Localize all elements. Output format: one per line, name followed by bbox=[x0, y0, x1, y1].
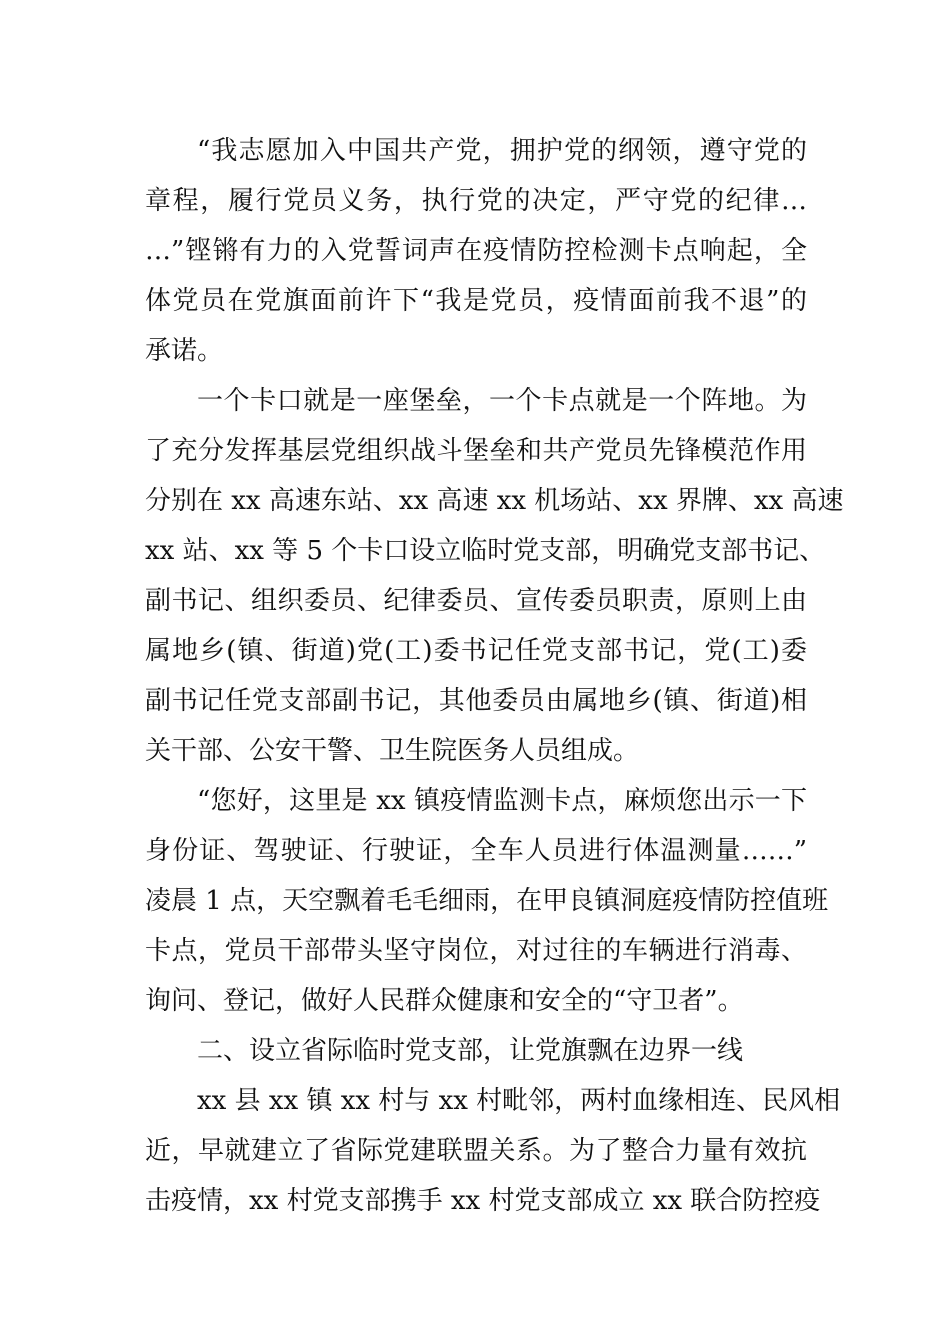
paragraph-5-line-3: 击疫情，xx 村党支部携手 xx 村党支部成立 xx 联合防控疫 bbox=[145, 1186, 821, 1216]
paragraph-2-line-5: 副书记、组织委员、纪律委员、宣传委员职责，原则上由 bbox=[145, 586, 807, 616]
paragraph-5-line-2: 近，早就建立了省际党建联盟关系。为了整合力量有效抗 bbox=[145, 1136, 807, 1166]
paragraph-1-line-3: …”铿锵有力的入党誓词声在疫情防控检测卡点响起，全 bbox=[145, 236, 807, 266]
paragraph-3-line-3: 凌晨 1 点，天空飘着毛毛细雨，在甲良镇洞庭疫情防控值班 bbox=[145, 886, 829, 916]
paragraph-2-line-4: xx 站、xx 等 5 个卡口设立临时党支部，明确党支部书记、 bbox=[145, 536, 826, 566]
paragraph-3-line-4: 卡点，党员干部带头坚守岗位，对过往的车辆进行消毒、 bbox=[145, 936, 807, 966]
paragraph-5-line-1: xx 县 xx 镇 xx 村与 xx 村毗邻，两村血缘相连、民风相 bbox=[197, 1086, 841, 1116]
paragraph-2-line-6: 属地乡(镇、街道)党(工)委书记任党支部书记，党(工)委 bbox=[145, 636, 807, 666]
paragraph-1-line-2: 章程，履行党员义务，执行党的决定，严守党的纪律… bbox=[145, 186, 807, 216]
paragraph-3-line-1: “您好，这里是 xx 镇疫情监测卡点，麻烦您出示一下 bbox=[197, 786, 807, 816]
paragraph-1-line-4: 体党员在党旗面前许下“我是党员，疫情面前我不退”的 bbox=[145, 286, 807, 316]
paragraph-3-line-2: 身份证、驾驶证、行驶证，全车人员进行体温测量……” bbox=[145, 836, 807, 866]
paragraph-2-line-1: 一个卡口就是一座堡垒，一个卡点就是一个阵地。为 bbox=[197, 386, 807, 416]
paragraph-2-line-3: 分别在 xx 高速东站、xx 高速 xx 机场站、xx 界牌、xx 高速 bbox=[145, 486, 844, 516]
paragraph-3-line-5: 询问、登记，做好人民群众健康和安全的“守卫者”。 bbox=[145, 986, 744, 1016]
paragraph-2-line-7: 副书记任党支部副书记，其他委员由属地乡(镇、街道)相 bbox=[145, 686, 807, 716]
paragraph-2-line-2: 了充分发挥基层党组织战斗堡垒和共产党员先锋模范作用 bbox=[145, 436, 807, 466]
paragraph-2-line-8: 关干部、公安干警、卫生院医务人员组成。 bbox=[145, 736, 640, 766]
paragraph-1-line-5: 承诺。 bbox=[145, 336, 224, 366]
section-heading: 二、设立省际临时党支部，让党旗飘在边界一线 bbox=[197, 1036, 744, 1066]
paragraph-1-line-1: “我志愿加入中国共产党，拥护党的纲领，遵守党的 bbox=[197, 136, 807, 166]
